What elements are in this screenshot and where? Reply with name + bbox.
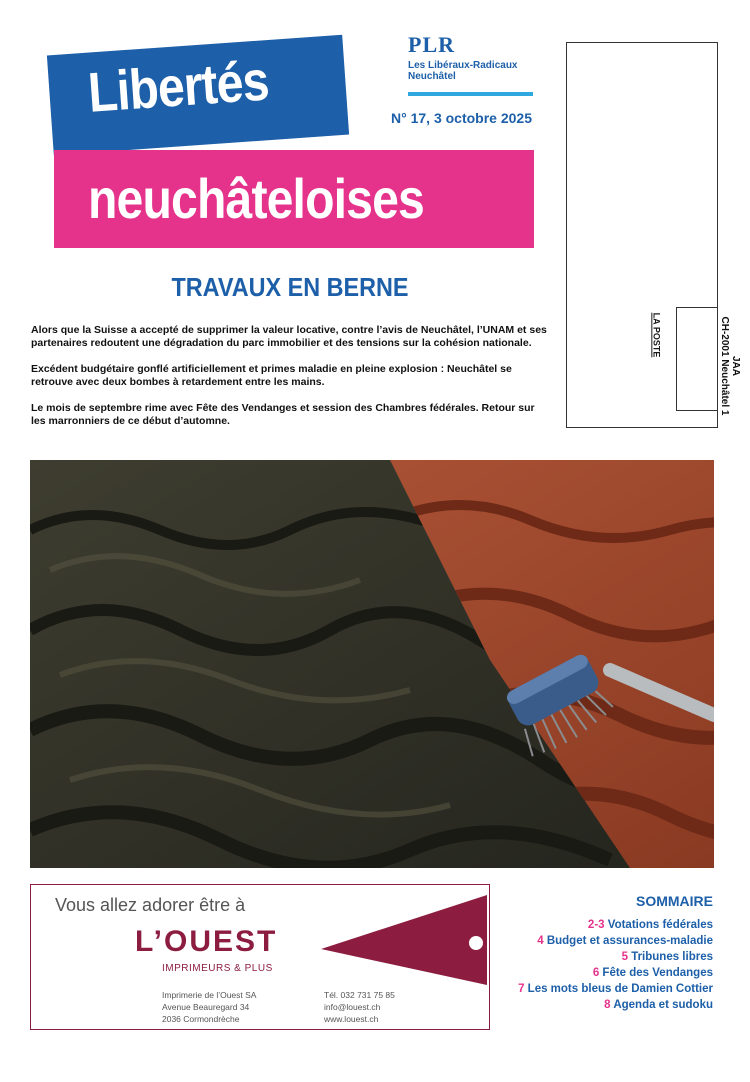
toc-title: SOMMAIRE bbox=[636, 893, 713, 909]
toc-page: 6 bbox=[592, 967, 600, 979]
main-headline: TRAVAUX EN BERNE bbox=[171, 272, 409, 302]
title-line2: neuchâteloises bbox=[88, 167, 424, 230]
toc-item[interactable] bbox=[493, 949, 713, 965]
ad-address-line: Avenue Beauregard 34 bbox=[162, 1002, 250, 1012]
toc-item[interactable] bbox=[493, 917, 713, 933]
plr-underline bbox=[408, 92, 533, 96]
plr-logo bbox=[408, 32, 517, 82]
toc-label: Fête des Vendanges bbox=[602, 967, 713, 979]
printer-advertisement bbox=[30, 884, 490, 1030]
toc-label: Budget et assurances-maladie bbox=[546, 935, 713, 947]
roof-cleaning-illustration bbox=[30, 460, 714, 868]
jaa-stamp bbox=[719, 306, 741, 426]
toc-label: Agenda et sudoku bbox=[613, 999, 713, 1011]
plr-party-name: Les Libéraux-Radicaux bbox=[408, 60, 518, 71]
ad-contact bbox=[324, 989, 395, 1025]
jaa-stamp-box bbox=[676, 307, 718, 411]
ad-arrow-graphic bbox=[321, 895, 490, 985]
toc-label: Les mots bleus de Damien Cottier bbox=[527, 983, 713, 995]
ad-tagline: Vous allez adorer être à bbox=[55, 895, 246, 915]
ad-address-line: 2036 Cormondrèche bbox=[162, 1014, 240, 1024]
toc-label: Tribunes libres bbox=[631, 951, 713, 963]
toc-page: 8 bbox=[604, 999, 611, 1011]
postcode-label: CH-2001 Neuchâtel 1 bbox=[719, 316, 730, 416]
ad-phone: Tél. 032 731 75 85 bbox=[324, 990, 395, 1000]
toc-page: 4 bbox=[537, 935, 544, 947]
ad-email: info@louest.ch bbox=[324, 1002, 381, 1012]
title-line1: Libertés bbox=[86, 48, 271, 124]
toc-page: 7 bbox=[518, 983, 525, 995]
toc-item[interactable] bbox=[493, 933, 713, 949]
lead-paragraph: Excédent budgétaire gonflé artificiellement et primes maladie en pleine explosion : Neuchâtel se retrouve avec deux bombes à retardement entre les mains. bbox=[31, 363, 512, 388]
ad-address-line: Imprimerie de l’Ouest SA bbox=[162, 990, 257, 1000]
toc-item[interactable] bbox=[493, 965, 713, 981]
toc-page: 2-3 bbox=[587, 919, 605, 931]
ad-website: www.louest.ch bbox=[324, 1014, 379, 1024]
toc-item[interactable] bbox=[493, 981, 713, 997]
plr-mark: PLR bbox=[408, 32, 455, 57]
issue-number: N° 17, 3 octobre 2025 bbox=[391, 110, 532, 126]
ad-logo: L’OUEST bbox=[135, 925, 278, 958]
cover-photo bbox=[30, 460, 714, 868]
table-of-contents bbox=[493, 893, 713, 1013]
la-poste-logo: LA POSTE bbox=[651, 312, 662, 358]
toc-label: Votations fédérales bbox=[607, 919, 713, 931]
toc-page: 5 bbox=[621, 951, 628, 963]
plr-region: Neuchâtel bbox=[408, 71, 456, 82]
toc-item[interactable] bbox=[493, 997, 713, 1013]
lead-paragraph: Le mois de septembre rime avec Fête des Vendanges et session des Chambres fédérales. Retour sur les marronniers de ce début d’automne. bbox=[31, 402, 535, 427]
jaa-label: JAA bbox=[730, 355, 741, 376]
lead-paragraph: Alors que la Suisse a accepté de supprimer la valeur locative, contre l’avis de Neuchâtel, l’UNAM et ses partenaires redoutent une dégradation du parc immobilier et des tensions sur la cohésion nationale. bbox=[31, 324, 547, 349]
lead-text bbox=[31, 324, 551, 441]
ad-subtitle: IMPRIMEURS & PLUS bbox=[162, 963, 273, 974]
ad-address bbox=[162, 989, 256, 1025]
